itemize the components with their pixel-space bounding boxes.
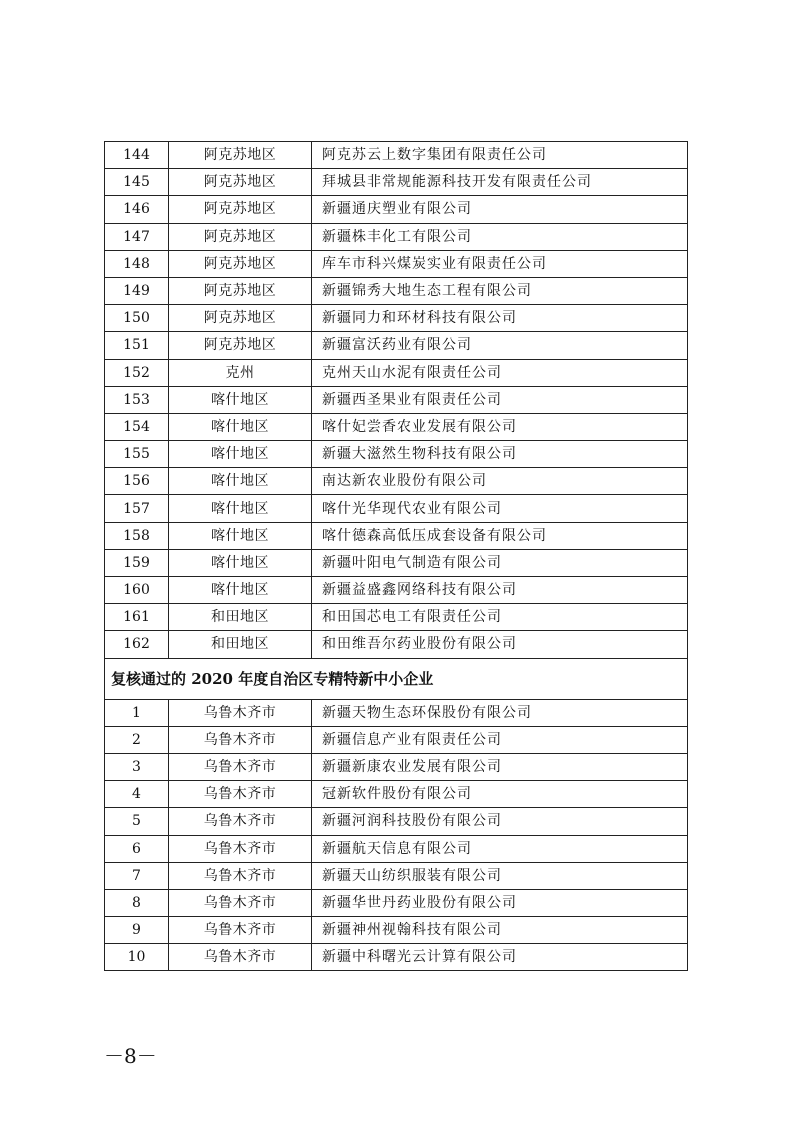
row-company: 新疆华世丹药业股份有限公司 bbox=[312, 889, 688, 916]
row-region: 乌鲁木齐市 bbox=[169, 808, 312, 835]
row-region: 乌鲁木齐市 bbox=[169, 781, 312, 808]
row-company: 新疆新康农业发展有限公司 bbox=[312, 753, 688, 780]
row-number: 146 bbox=[105, 196, 169, 223]
table-row bbox=[105, 862, 688, 889]
row-number: 6 bbox=[105, 835, 169, 862]
row-region: 克州 bbox=[169, 359, 312, 386]
table-row bbox=[105, 753, 688, 780]
row-company: 新疆大滋然生物科技有限公司 bbox=[312, 441, 688, 468]
row-company: 新疆富沃药业有限公司 bbox=[312, 332, 688, 359]
row-company: 新疆河润科技股份有限公司 bbox=[312, 808, 688, 835]
row-region: 乌鲁木齐市 bbox=[169, 726, 312, 753]
row-region: 阿克苏地区 bbox=[169, 277, 312, 304]
row-region: 阿克苏地区 bbox=[169, 196, 312, 223]
section-header-row bbox=[105, 658, 688, 699]
row-region: 乌鲁木齐市 bbox=[169, 944, 312, 971]
row-region: 乌鲁木齐市 bbox=[169, 862, 312, 889]
row-region: 阿克苏地区 bbox=[169, 169, 312, 196]
row-number: 7 bbox=[105, 862, 169, 889]
row-number: 2 bbox=[105, 726, 169, 753]
table-row bbox=[105, 917, 688, 944]
row-region: 喀什地区 bbox=[169, 495, 312, 522]
row-number: 156 bbox=[105, 468, 169, 495]
row-region: 阿克苏地区 bbox=[169, 223, 312, 250]
row-company: 南达新农业股份有限公司 bbox=[312, 468, 688, 495]
row-region: 乌鲁木齐市 bbox=[169, 835, 312, 862]
table-row bbox=[105, 441, 688, 468]
row-region: 阿克苏地区 bbox=[169, 305, 312, 332]
row-region: 喀什地区 bbox=[169, 577, 312, 604]
row-company: 新疆锦秀大地生态工程有限公司 bbox=[312, 277, 688, 304]
table-row bbox=[105, 413, 688, 440]
table-row bbox=[105, 631, 688, 658]
row-number: 144 bbox=[105, 142, 169, 169]
row-company: 克州天山水泥有限责任公司 bbox=[312, 359, 688, 386]
row-region: 喀什地区 bbox=[169, 386, 312, 413]
section-title: 复核通过的 2020 年度自治区专精特新中小企业 bbox=[105, 658, 688, 699]
row-company: 喀什妃尝香农业发展有限公司 bbox=[312, 413, 688, 440]
row-number: 151 bbox=[105, 332, 169, 359]
row-company: 新疆信息产业有限责任公司 bbox=[312, 726, 688, 753]
row-number: 5 bbox=[105, 808, 169, 835]
table-row bbox=[105, 889, 688, 916]
table-row bbox=[105, 359, 688, 386]
row-number: 162 bbox=[105, 631, 169, 658]
row-company: 喀什光华现代农业有限公司 bbox=[312, 495, 688, 522]
table-row bbox=[105, 277, 688, 304]
table-row bbox=[105, 522, 688, 549]
row-company: 冠新软件股份有限公司 bbox=[312, 781, 688, 808]
section-header-body bbox=[105, 658, 688, 699]
row-company: 拜城县非常规能源科技开发有限责任公司 bbox=[312, 169, 688, 196]
row-company: 新疆神州视翰科技有限公司 bbox=[312, 917, 688, 944]
table-row bbox=[105, 726, 688, 753]
table-row bbox=[105, 549, 688, 576]
table-row bbox=[105, 468, 688, 495]
table-row bbox=[105, 250, 688, 277]
row-number: 150 bbox=[105, 305, 169, 332]
table-row bbox=[105, 604, 688, 631]
row-number: 4 bbox=[105, 781, 169, 808]
row-number: 160 bbox=[105, 577, 169, 604]
row-number: 154 bbox=[105, 413, 169, 440]
table-row bbox=[105, 332, 688, 359]
row-number: 152 bbox=[105, 359, 169, 386]
row-region: 和田地区 bbox=[169, 604, 312, 631]
row-number: 148 bbox=[105, 250, 169, 277]
row-company: 新疆天物生态环保股份有限公司 bbox=[312, 699, 688, 726]
row-number: 157 bbox=[105, 495, 169, 522]
row-region: 乌鲁木齐市 bbox=[169, 889, 312, 916]
row-company: 新疆益盛鑫网络科技有限公司 bbox=[312, 577, 688, 604]
row-region: 和田地区 bbox=[169, 631, 312, 658]
row-region: 喀什地区 bbox=[169, 413, 312, 440]
row-region: 阿克苏地区 bbox=[169, 332, 312, 359]
table-body-top bbox=[105, 142, 688, 659]
table-row bbox=[105, 781, 688, 808]
row-number: 161 bbox=[105, 604, 169, 631]
row-region: 阿克苏地区 bbox=[169, 142, 312, 169]
row-number: 9 bbox=[105, 917, 169, 944]
row-number: 145 bbox=[105, 169, 169, 196]
table-row bbox=[105, 142, 688, 169]
table-body-bottom bbox=[105, 699, 688, 971]
row-company: 新疆中科曙光云计算有限公司 bbox=[312, 944, 688, 971]
row-company: 新疆西圣果业有限责任公司 bbox=[312, 386, 688, 413]
row-company: 阿克苏云上数字集团有限责任公司 bbox=[312, 142, 688, 169]
row-number: 159 bbox=[105, 549, 169, 576]
row-company: 喀什德森高低压成套设备有限公司 bbox=[312, 522, 688, 549]
row-region: 喀什地区 bbox=[169, 522, 312, 549]
row-company: 新疆天山纺织服装有限公司 bbox=[312, 862, 688, 889]
row-region: 乌鲁木齐市 bbox=[169, 917, 312, 944]
table-row bbox=[105, 196, 688, 223]
table-row bbox=[105, 944, 688, 971]
table-row bbox=[105, 495, 688, 522]
row-company: 和田国芯电工有限责任公司 bbox=[312, 604, 688, 631]
table-row bbox=[105, 808, 688, 835]
table-row bbox=[105, 577, 688, 604]
row-number: 158 bbox=[105, 522, 169, 549]
row-number: 155 bbox=[105, 441, 169, 468]
row-company: 新疆航天信息有限公司 bbox=[312, 835, 688, 862]
row-number: 149 bbox=[105, 277, 169, 304]
row-region: 阿克苏地区 bbox=[169, 250, 312, 277]
row-company: 库车市科兴煤炭实业有限责任公司 bbox=[312, 250, 688, 277]
row-company: 和田维吾尔药业股份有限公司 bbox=[312, 631, 688, 658]
row-company: 新疆同力和环材科技有限公司 bbox=[312, 305, 688, 332]
row-region: 喀什地区 bbox=[169, 468, 312, 495]
row-number: 153 bbox=[105, 386, 169, 413]
row-region: 乌鲁木齐市 bbox=[169, 753, 312, 780]
table-row bbox=[105, 223, 688, 250]
table-row bbox=[105, 699, 688, 726]
row-region: 喀什地区 bbox=[169, 549, 312, 576]
row-company: 新疆株丰化工有限公司 bbox=[312, 223, 688, 250]
table-row bbox=[105, 305, 688, 332]
table-row bbox=[105, 169, 688, 196]
row-number: 8 bbox=[105, 889, 169, 916]
row-number: 147 bbox=[105, 223, 169, 250]
row-number: 10 bbox=[105, 944, 169, 971]
row-number: 3 bbox=[105, 753, 169, 780]
enterprise-table bbox=[104, 141, 688, 971]
row-company: 新疆叶阳电气制造有限公司 bbox=[312, 549, 688, 576]
table-row bbox=[105, 835, 688, 862]
row-region: 乌鲁木齐市 bbox=[169, 699, 312, 726]
row-region: 喀什地区 bbox=[169, 441, 312, 468]
row-number: 1 bbox=[105, 699, 169, 726]
row-company: 新疆通庆塑业有限公司 bbox=[312, 196, 688, 223]
page-number: －8－ bbox=[104, 1044, 157, 1068]
table-row bbox=[105, 386, 688, 413]
